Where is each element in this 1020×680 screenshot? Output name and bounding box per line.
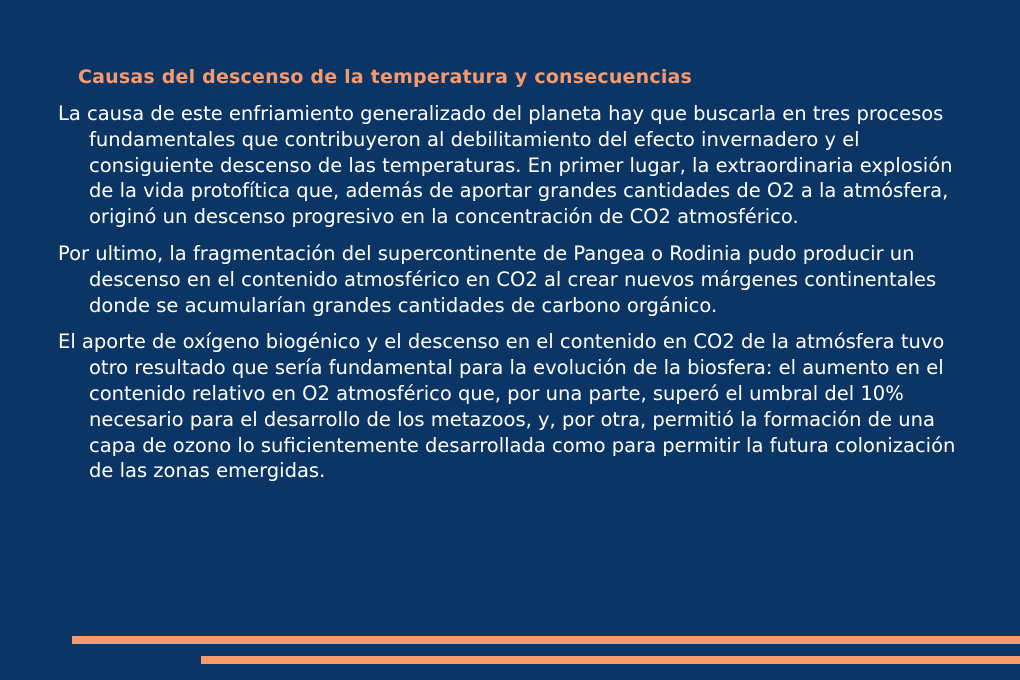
paragraph-fragmentation: Por ultimo, la fragmentación del supercontinente de Pangea o Rodinia pudo producir un descenso en el contenido atmosférico en CO2 al crear nuevos márgenes continentales donde se acumularían grandes cantidades de carbono orgánico. bbox=[58, 241, 937, 317]
paragraph-consequences: El aporte de oxígeno biogénico y el descenso en el contenido en CO2 de la atmósfera tuvo otro resultado que sería fundamental para la evolución de la biosfera: el aumento en el contenido relativo en O2 atmosférico que, por una parte, superó el umbral del 10% necesario para el desarrollo de los metazoos, y, por otra, permitió la formación de una capa de ozono lo suficientemente desarrollada como para permitir la futura colonización de las zonas emergidas. bbox=[58, 330, 956, 483]
slide-body bbox=[58, 101, 970, 495]
decorative-bar-top bbox=[72, 636, 1020, 644]
paragraph-causes: La causa de este enfriamiento generalizado del planeta hay que buscarla en tres procesos fundamentales que contribuyeron al debilitamiento del efecto invernadero y el consiguiente descenso de las temperaturas. En primer lugar, la extraordinaria explosión de la vida protofítica que, además de aportar grandes cantidades de O2 a la atmósfera, originó un descenso progresivo en la concentración de CO2 atmosférico. bbox=[58, 102, 953, 229]
decorative-bar-bottom bbox=[201, 656, 1020, 664]
slide-title: Causas del descenso de la temperatura y consecuencias bbox=[78, 66, 693, 88]
